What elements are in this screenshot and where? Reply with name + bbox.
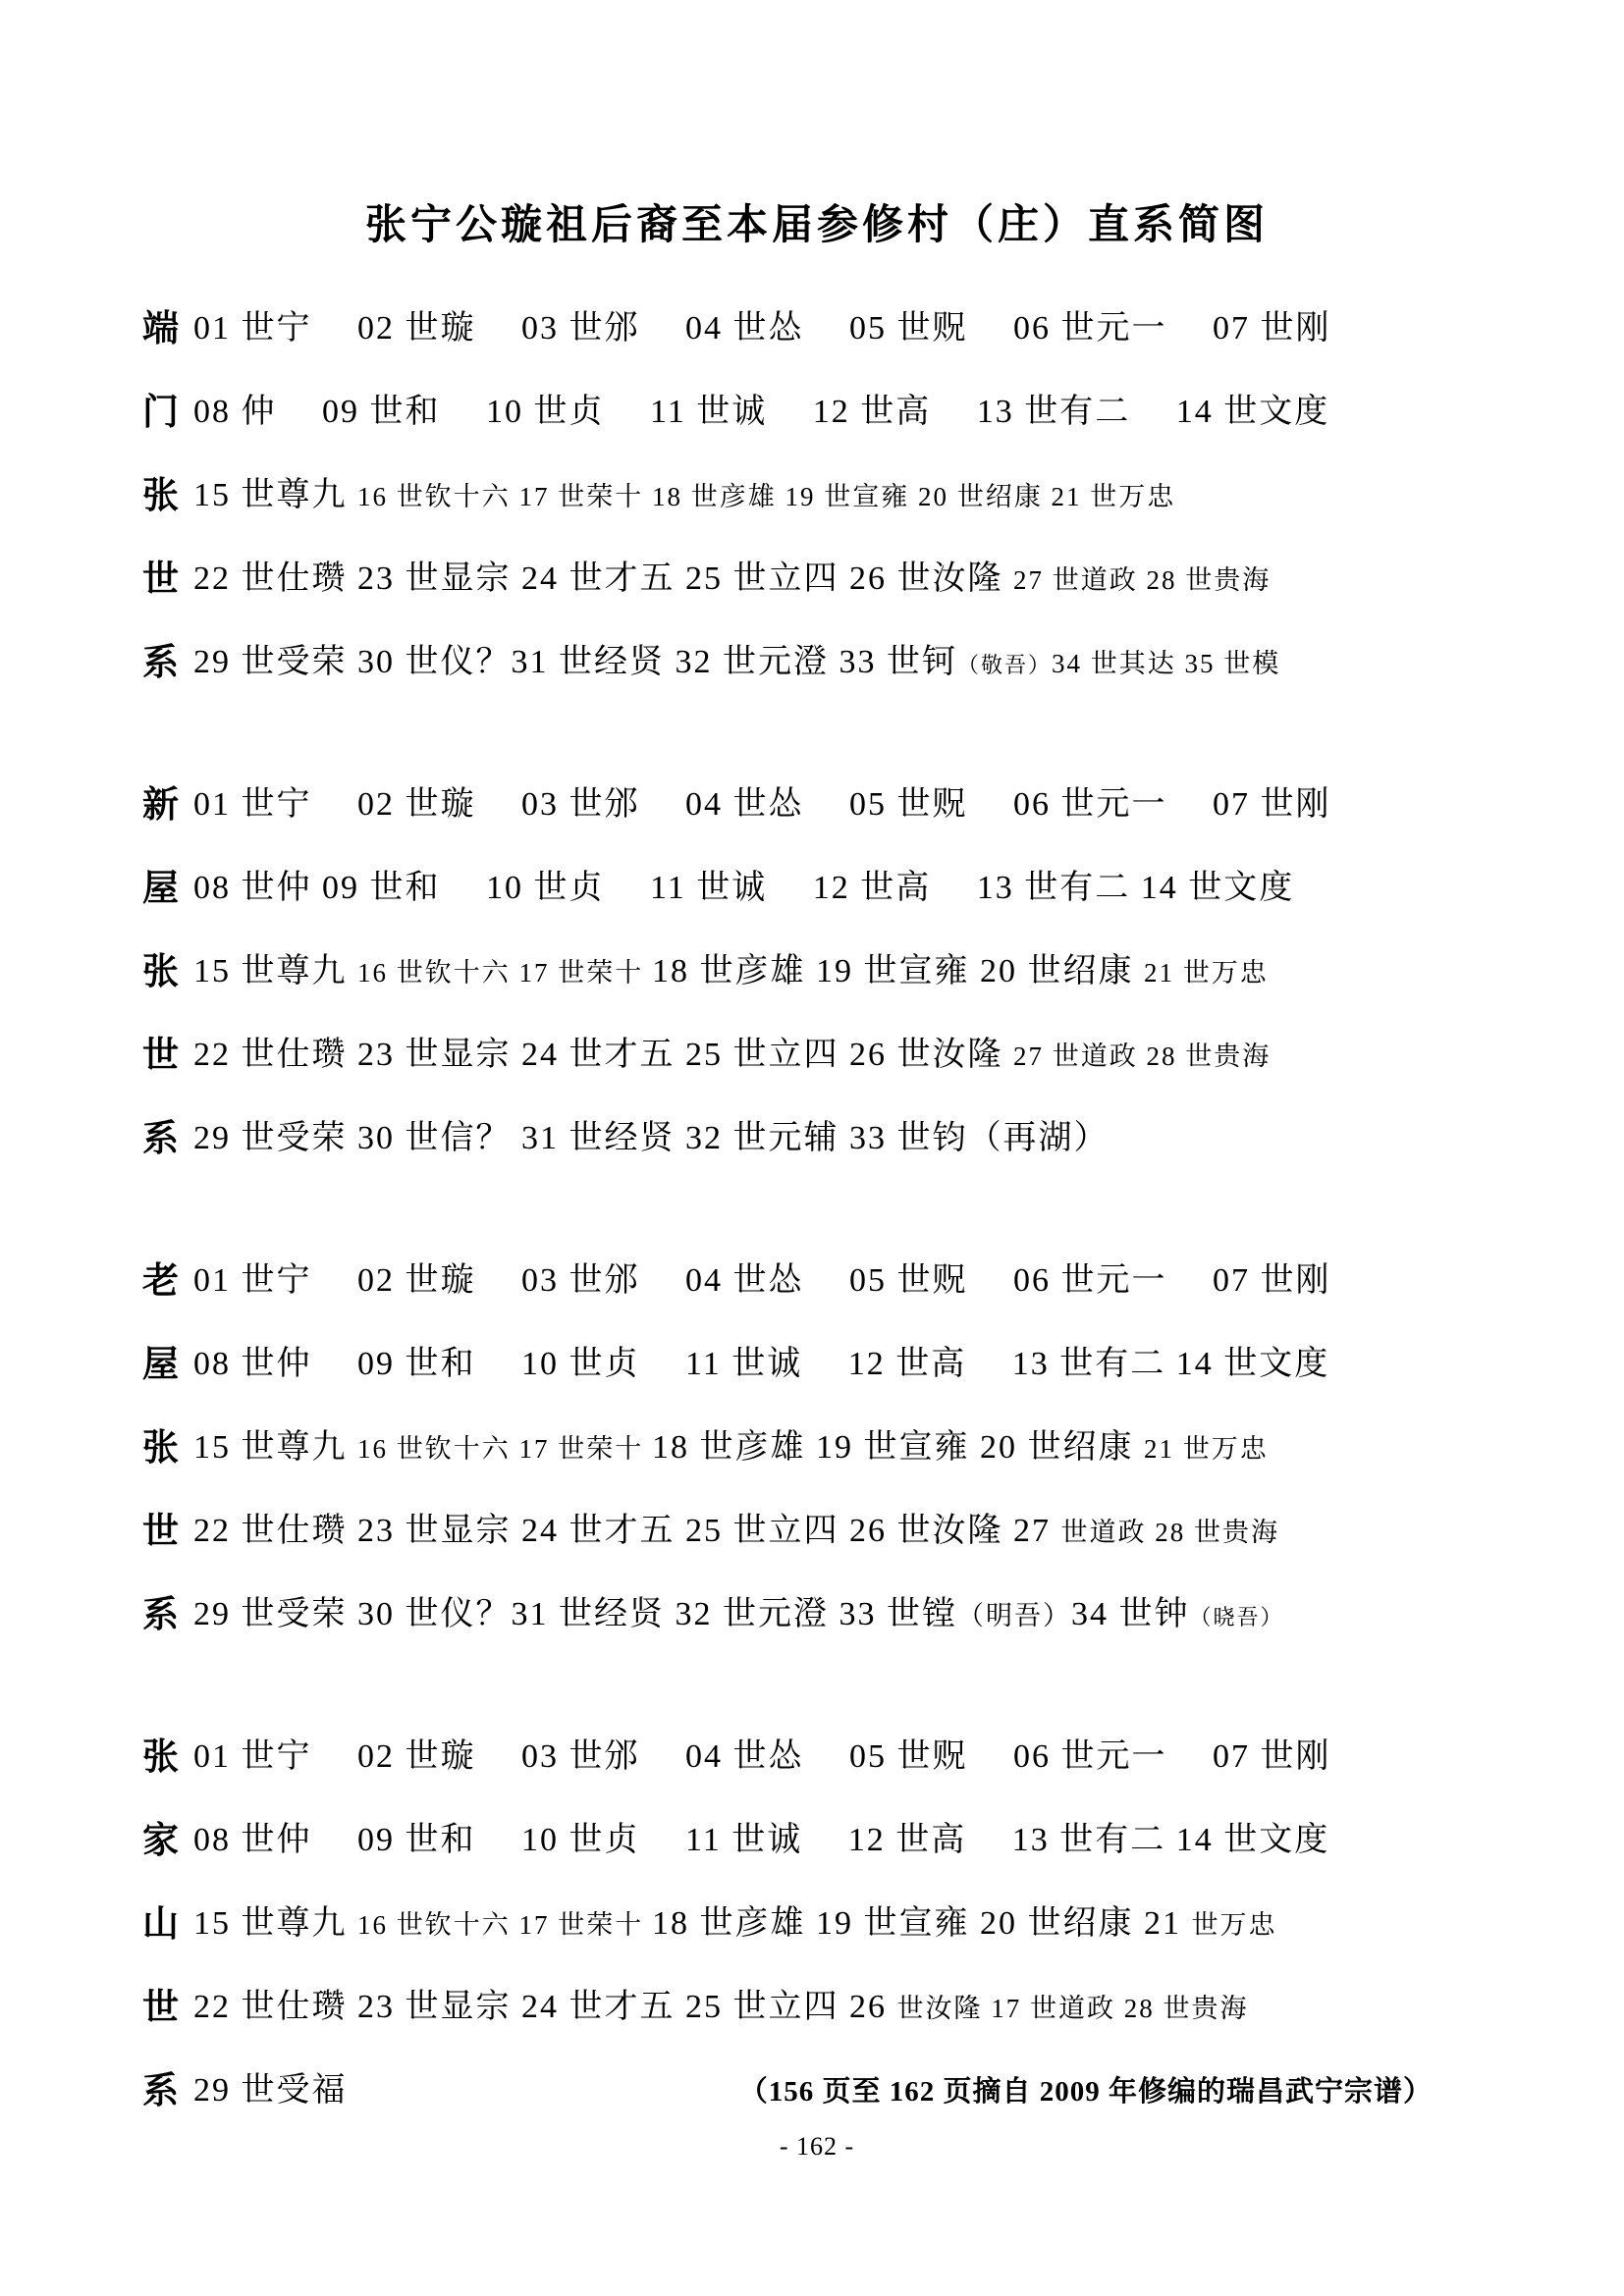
generation-text: 01 世宁 02 世璇 03 世邠 04 世怂 05 世贶 06 世元一 07 世刚	[193, 1262, 1331, 1299]
generation-line	[193, 1419, 1491, 1468]
lineage-row	[142, 283, 1491, 366]
generation-text: 世道政 28 世贵海	[1060, 1518, 1279, 1547]
section-label-char: 系	[142, 1118, 179, 1159]
generation-text: （晓吾）	[1189, 1605, 1284, 1629]
generation-line	[193, 776, 1491, 825]
page-number: - 162 -	[779, 2132, 855, 2161]
section-label-char: 世	[142, 1511, 179, 1552]
section-label-char: 世	[142, 1987, 179, 2028]
generation-text: 世万忠	[1191, 1910, 1277, 1940]
lineage-row	[142, 450, 1491, 533]
section-label-char: 张	[142, 951, 179, 992]
generation-text: 16 世钦十六 17 世荣十	[357, 1910, 652, 1940]
generation-text: 27 世道政 28 世贵海	[1013, 1041, 1272, 1071]
generation-text: 15 世尊九	[193, 1429, 357, 1466]
lineage-row	[142, 2045, 1491, 2128]
generation-line	[193, 1503, 1491, 1551]
generation-line	[193, 1586, 1491, 1634]
generation-line	[193, 1896, 1491, 1944]
lineage-section	[142, 759, 1491, 1176]
generation-text: 34 世钟	[1071, 1596, 1190, 1632]
generation-line	[193, 634, 1491, 682]
section-label-char: 系	[142, 2070, 179, 2111]
lineage-row	[142, 1402, 1491, 1485]
generation-line	[193, 1336, 1491, 1384]
lineage-row	[142, 1961, 1491, 2045]
lineage-row	[142, 1569, 1491, 1652]
lineage-row	[142, 1235, 1491, 1318]
lineage-row	[142, 1878, 1491, 1961]
generation-line	[193, 860, 1491, 908]
source-note: （156 页至 162 页摘自 2009 年修编的瑞昌武宁宗谱）	[738, 2076, 1433, 2108]
generation-text: 34 世其达 35 世模	[1052, 649, 1281, 678]
generation-text: 16 世钦十六 17 世荣十	[357, 958, 652, 988]
section-label-char: 端	[142, 308, 179, 349]
generation-text: 18 世彦雄 19 世宣雍 20 世绍康	[652, 1429, 1144, 1466]
generation-line	[193, 467, 1491, 515]
lineage-row	[142, 1485, 1491, 1569]
generation-line	[193, 2062, 1491, 2110]
generation-line	[193, 1253, 1491, 1301]
generation-text: （明吾）	[957, 1601, 1071, 1630]
section-label-char: 屋	[142, 1344, 179, 1385]
lineage-row	[142, 533, 1491, 616]
generation-text: 29 世受荣 30 世仪？31 世经贤 32 世元澄 33 世钶	[193, 644, 957, 680]
lineage-row	[142, 1318, 1491, 1402]
section-label-char: 系	[142, 1594, 179, 1635]
lineage-section	[142, 1235, 1491, 1652]
generation-text: 18 世彦雄 19 世宣雍 20 世绍康	[652, 953, 1144, 989]
generation-text: 18 世彦雄 19 世宣雍 20 世绍康 21	[652, 1905, 1192, 1942]
generation-line	[193, 551, 1491, 599]
lineage-row	[142, 759, 1491, 842]
generation-text: 08 世仲 09 世和 10 世贞 11 世诚 12 世高 13 世有二 14 世文度	[193, 1346, 1330, 1382]
lineage-row	[142, 366, 1491, 450]
section-label-char: 门	[142, 392, 179, 433]
generation-text: 22 世仕瓒 23 世显宗 24 世才五 25 世立四 26 世汝隆	[193, 1037, 1013, 1073]
lineage-row	[142, 1009, 1491, 1093]
generation-text: 01 世宁 02 世璇 03 世邠 04 世怂 05 世贶 06 世元一 07 世刚	[193, 310, 1331, 347]
generation-line	[193, 1027, 1491, 1075]
generation-text: 01 世宁 02 世璇 03 世邠 04 世怂 05 世贶 06 世元一 07 世刚	[193, 786, 1331, 823]
section-label-char: 山	[142, 1903, 179, 1945]
generation-text: （敬吾）	[957, 653, 1053, 677]
lineage-section	[142, 1711, 1491, 2128]
section-label-char: 屋	[142, 868, 179, 909]
generation-line	[193, 1812, 1491, 1860]
generation-line	[193, 300, 1491, 348]
lineage-row	[142, 842, 1491, 926]
generation-text: 08 仲 09 世和 10 世贞 11 世诚 12 世高 13 世有二 14 世文度	[193, 394, 1330, 430]
lineage-row	[142, 616, 1491, 700]
section-label-char: 世	[142, 559, 179, 600]
lineage-row	[142, 1794, 1491, 1878]
generation-text: 29 世受福	[193, 2072, 348, 2109]
generation-text: 22 世仕瓒 23 世显宗 24 世才五 25 世立四 26 世汝隆 27	[193, 1513, 1061, 1549]
section-label-char: 世	[142, 1035, 179, 1076]
section-label-char: 张	[142, 475, 179, 516]
page-title: 张宁公璇祖后裔至本届参修村（庄）直系简图	[364, 203, 1269, 248]
lineage-section	[142, 283, 1491, 700]
section-label-char: 张	[142, 1736, 179, 1778]
generation-line	[193, 1110, 1491, 1158]
generation-line	[193, 1729, 1491, 1777]
generation-text: 08 世仲 09 世和 10 世贞 11 世诚 12 世高 13 世有二 14 世文度	[193, 870, 1295, 906]
generation-text: 15 世尊九	[193, 477, 357, 513]
generation-text: 29 世受荣 30 世仪？31 世经贤 32 世元澄 33 世镗	[193, 1596, 957, 1632]
generation-text: 16 世钦十六 17 世荣十 18 世彦雄 19 世宣雍 20 世绍康 21 世万忠	[357, 482, 1176, 511]
generation-text: 21 世万忠	[1144, 958, 1269, 988]
generation-text: 15 世尊九	[193, 1905, 357, 1942]
generation-text: 22 世仕瓒 23 世显宗 24 世才五 25 世立四 26 世汝隆	[193, 561, 1013, 597]
generation-text: 21 世万忠	[1144, 1434, 1269, 1464]
generation-line	[193, 1979, 1491, 2027]
section-label-char: 系	[142, 642, 179, 683]
lineage-row	[142, 926, 1491, 1009]
generation-text: 29 世受荣 30 世信？ 31 世经贤 32 世元辅 33 世钧（再湖）	[193, 1120, 1110, 1156]
generation-text: 世汝隆 17 世道政 28 世贵海	[896, 1994, 1249, 2023]
lineage-sections	[142, 283, 1491, 2128]
section-label-char: 家	[142, 1820, 179, 1861]
section-label-char: 张	[142, 1427, 179, 1468]
generation-line	[193, 384, 1491, 432]
lineage-row	[142, 1093, 1491, 1176]
generation-text: 01 世宁 02 世璇 03 世邠 04 世怂 05 世贶 06 世元一 07 世刚	[193, 1738, 1331, 1775]
section-label-char: 老	[142, 1260, 179, 1302]
section-label-char: 新	[142, 784, 179, 826]
generation-text: 27 世道政 28 世贵海	[1013, 565, 1272, 595]
generation-text: 16 世钦十六 17 世荣十	[357, 1434, 652, 1464]
lineage-row	[142, 1711, 1491, 1794]
generation-text: 22 世仕瓒 23 世显宗 24 世才五 25 世立四 26	[193, 1989, 897, 2025]
generation-text: 15 世尊九	[193, 953, 357, 989]
generation-text: 08 世仲 09 世和 10 世贞 11 世诚 12 世高 13 世有二 14 世文度	[193, 1822, 1330, 1858]
generation-line	[193, 943, 1491, 991]
